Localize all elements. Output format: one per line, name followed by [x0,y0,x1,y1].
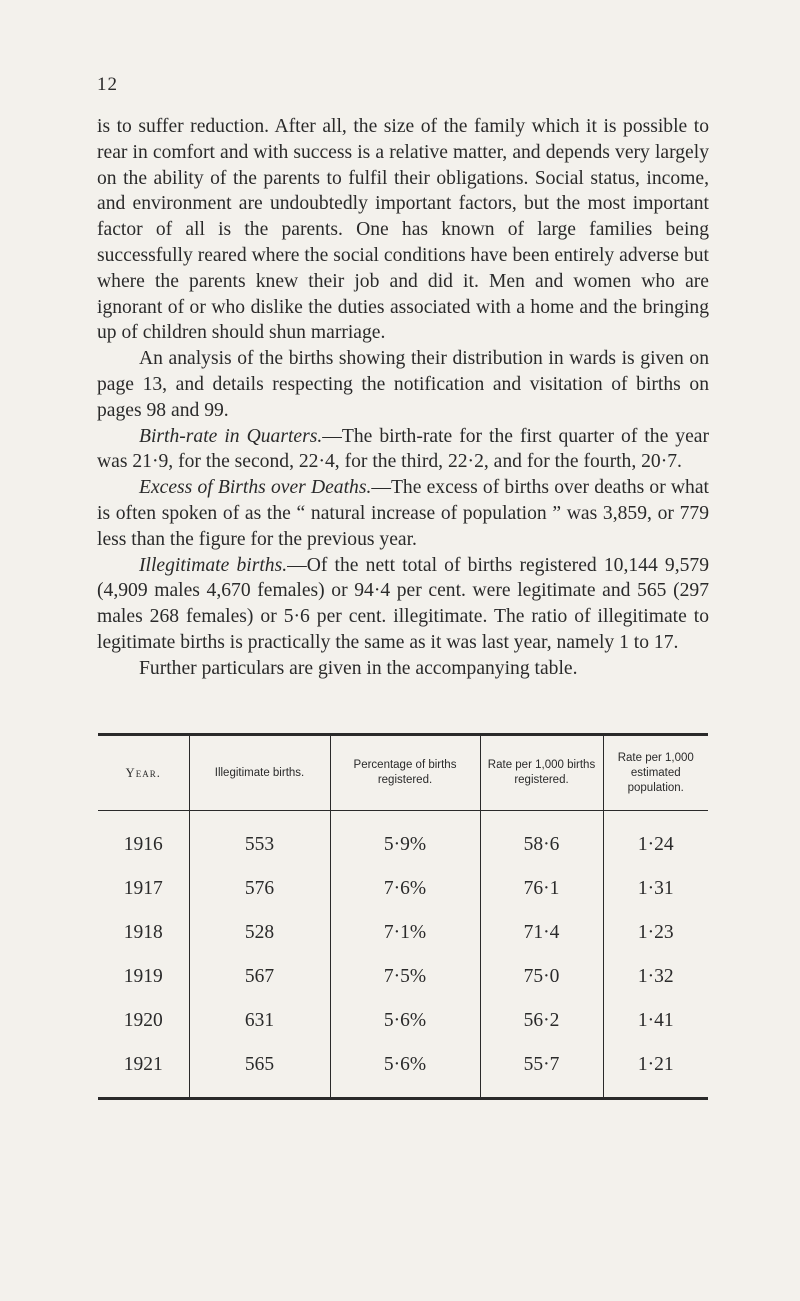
cell-rate-population: 1·41 [603,999,708,1043]
cell-rate-population: 1·23 [603,911,708,955]
cell-rate-births: 75·0 [480,955,603,999]
cell-percentage: 7·6% [330,867,480,911]
paragraph-text: —The excess of births over deaths or what is often spoken of as the “ natural increase of population ” was 3,859, or 779 less than the figure for the previous year. [97,477,709,550]
table-row [98,911,708,955]
section-heading: Birth-rate in Quarters. [139,425,323,447]
cell-year: 1916 [123,834,163,855]
paragraph-excess-births [97,475,709,552]
header-percentage: Percentage of births registered. [330,736,480,811]
paragraph-text: —Of the nett total of births registered 10,144 9,579 (4,909 males 4,670 females) or 94·4 per cent. were legitimate and 565 (297 males 268 females) or 5·6 per cent. illegitimate. The ratio of illegitimate to legitimate births is practically the same as it was last year, namely 1 to 17. [97,554,709,653]
section-heading: Excess of Births over Deaths. [139,477,372,499]
cell-year: 1918 [123,922,163,943]
cell-rate-population: 1·32 [603,955,708,999]
cell-illegitimate: 567 [189,955,330,999]
header-rate-per-births: Rate per 1,000 births registered. [480,736,603,811]
cell-rate-population: 1·24 [603,811,708,868]
header-rate-per-population: Rate per 1,000 estimated population. [603,736,708,811]
cell-rate-births: 55·7 [480,1043,603,1097]
cell-rate-births: 76·1 [480,867,603,911]
cell-percentage: 7·5% [330,955,480,999]
illegitimate-births-table [98,733,708,1100]
paragraph-ward-analysis: An analysis of the births showing their distribution in wards is given on page 13, and details respecting the notification and visitation of births on pages 98 and 99. [97,348,709,421]
cell-year: 1917 [123,878,163,899]
header-year: Year. [98,736,189,811]
cell-rate-births: 56·2 [480,999,603,1043]
table-header-row [98,736,708,811]
cell-rate-births: 71·4 [480,911,603,955]
cell-percentage: 5·9% [330,811,480,868]
paragraph-text: —The birth-rate for the first quarter of the year was 21·9, for the second, 22·4, for the third, 22·2, and for the fourth, 20·7. [97,425,710,473]
cell-illegitimate: 631 [189,999,330,1043]
section-heading: Illegitimate births. [139,554,288,576]
cell-illegitimate: 576 [189,867,330,911]
cell-illegitimate: 565 [189,1043,330,1097]
paragraph-further-particulars: Further particulars are given in the accompanying table. [139,657,578,679]
cell-illegitimate: 553 [189,811,330,868]
cell-rate-births: 58·6 [480,811,603,868]
header-illegitimate-births: Illegitimate births. [189,736,330,811]
paragraph-family-size: is to suffer reduction. After all, the size of the family which it is possible to rear in comfort and with success is a relative matter, and depends very largely on the ability of the parents to fulfil their obligations. Social status, income, and environment are undoubtedly important factors, but the most important factor of all is the parents. One has known of large families being successfully reared where the social conditions have been entirely adverse but where the parents knew their job and did it. Men and women who are ignorant of or who dislike the duties associated with a home and the bringing up of children should shun marriage. [97,116,709,344]
paragraph-illegitimate-births [97,553,709,656]
cell-percentage: 7·1% [330,911,480,955]
table-row [98,867,708,911]
cell-year: 1920 [123,1010,163,1031]
cell-rate-population: 1·31 [603,867,708,911]
body-text [97,114,709,682]
cell-percentage: 5·6% [330,999,480,1043]
table-row [98,955,708,999]
table-row [98,811,708,868]
cell-percentage: 5·6% [330,1043,480,1097]
paragraph-birth-rate-quarters [97,424,709,476]
cell-illegitimate: 528 [189,911,330,955]
cell-year: 1921 [123,1054,163,1075]
table-row [98,1043,708,1097]
cell-rate-population: 1·21 [603,1043,708,1097]
table-row [98,999,708,1043]
cell-year: 1919 [123,966,163,987]
page-number: 12 [97,74,118,95]
